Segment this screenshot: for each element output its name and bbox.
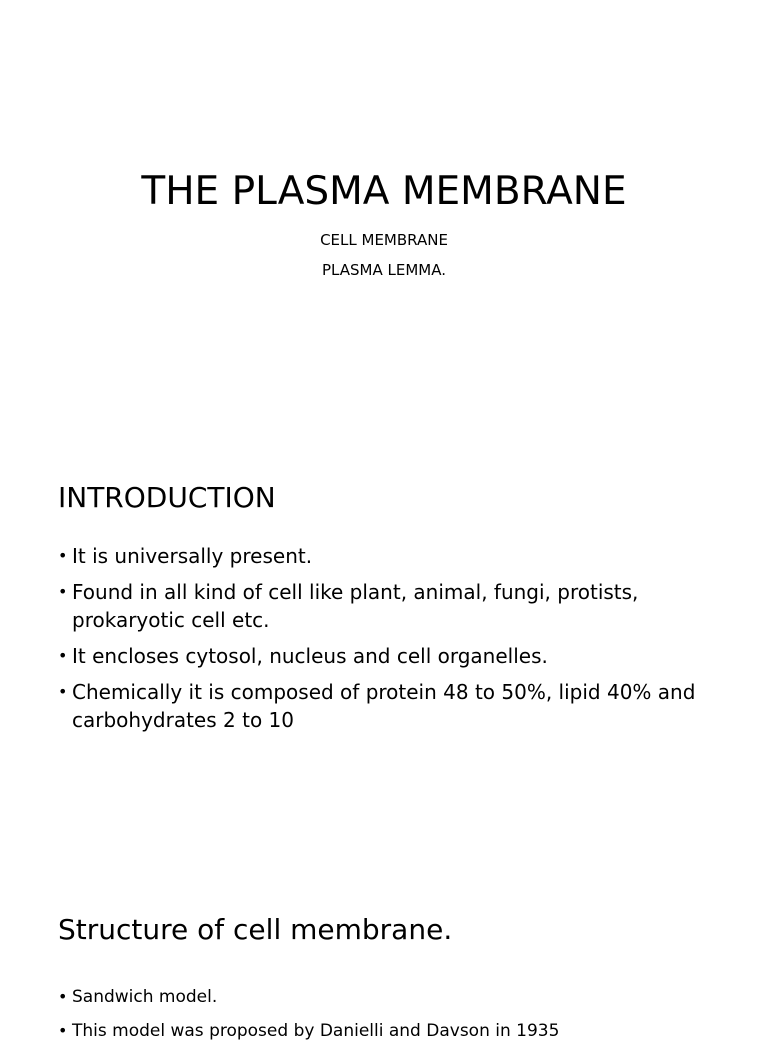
slide-subtitle-line-1: CELL MEMBRANE <box>320 231 448 249</box>
slide-subtitle-line-2: PLASMA LEMMA. <box>322 261 446 279</box>
slide-title: THE PLASMA MEMBRANE <box>141 169 627 214</box>
section-heading: Structure of cell membrane. <box>58 913 453 946</box>
bullet-item: • Sandwich model. <box>58 982 698 1012</box>
bullet-item: • It encloses cytosol, nucleus and cell organelles. <box>58 642 698 670</box>
title-slide <box>0 0 768 432</box>
introduction-slide <box>0 432 768 864</box>
structure-slide <box>0 864 768 1041</box>
section-heading: INTRODUCTION <box>58 481 276 514</box>
bullet-item: • It is universally present. <box>58 542 698 570</box>
bullet-item: • Chemically it is composed of protein 48 to 50%, lipid 40% and carbohydrates 2 to 10 <box>58 678 698 734</box>
bullet-list <box>58 982 698 1050</box>
bullet-item: • Found in all kind of cell like plant, animal, fungi, protists, prokaryotic cell etc. <box>58 578 698 634</box>
bullet-item: • This model was proposed by Danielli and Davson in 1935 <box>58 1016 698 1046</box>
bullet-list <box>58 542 698 742</box>
